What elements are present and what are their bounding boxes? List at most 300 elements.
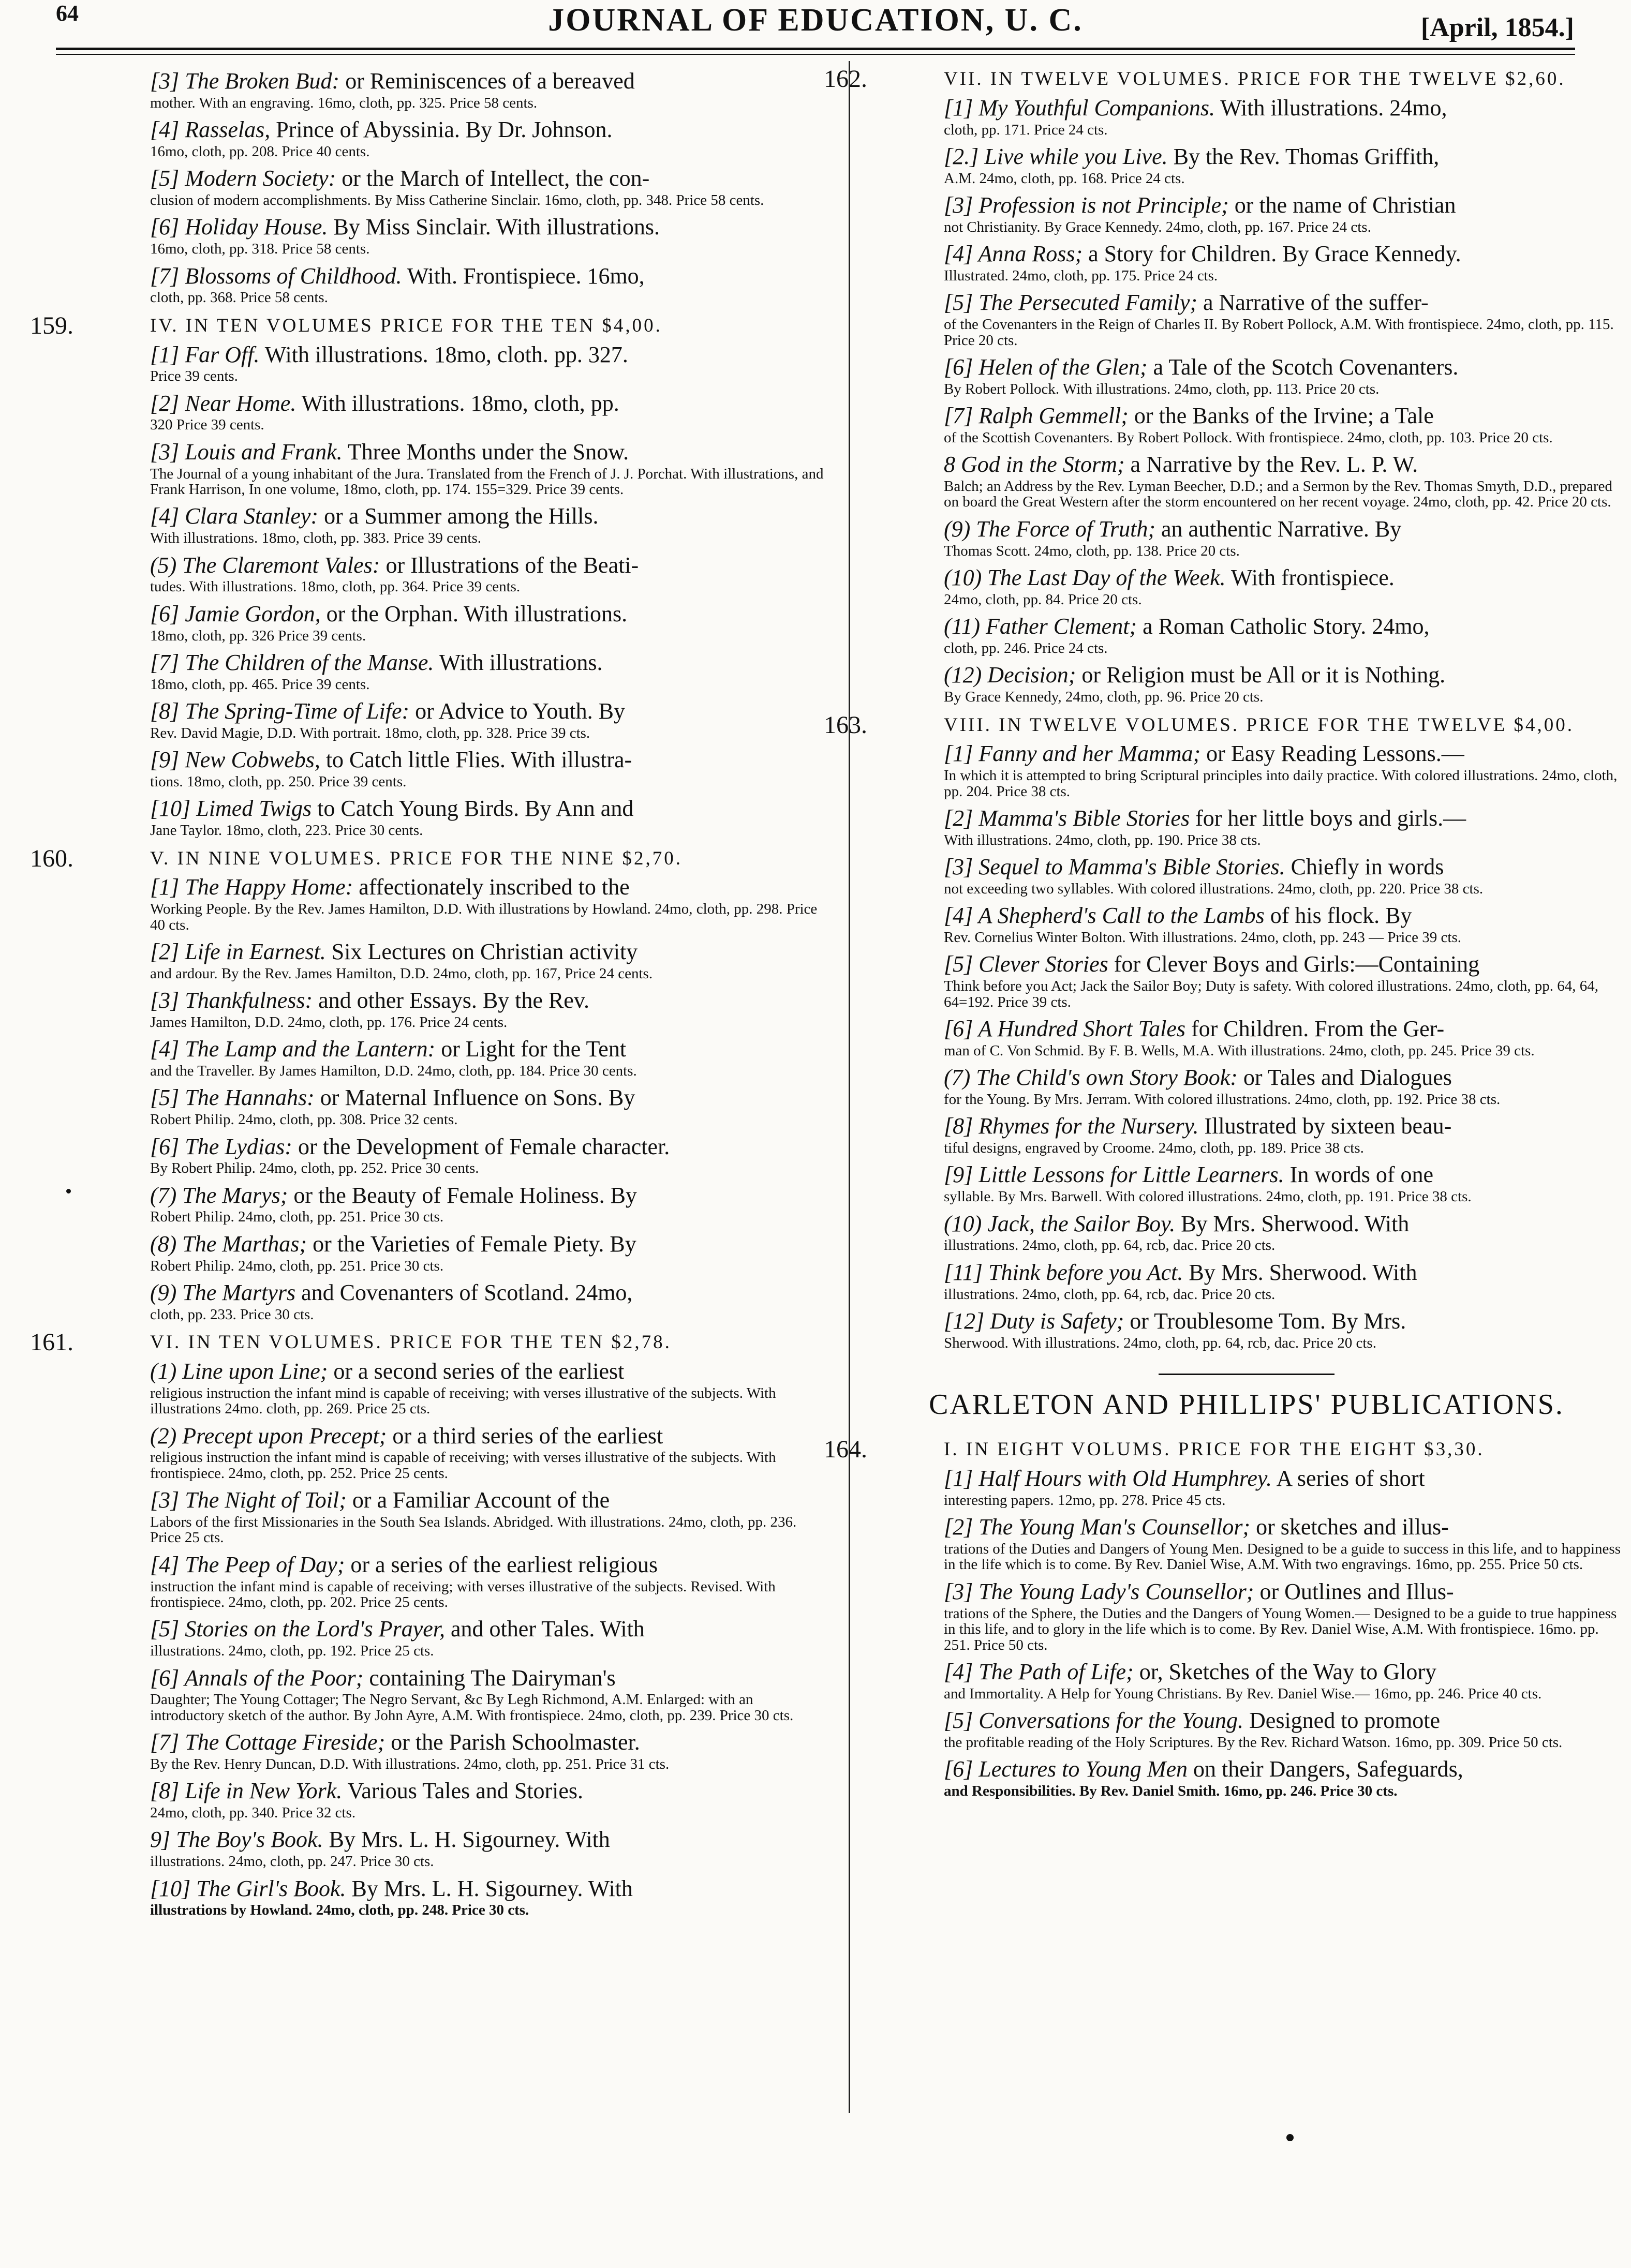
book-title: [3] The Broken Bud: xyxy=(150,68,340,94)
section-title: VIII. IN TWELVE VOLUMES. PRICE FOR THE TWELVE $4,00. xyxy=(944,714,1574,736)
book-title: [1] My Youthful Companions. xyxy=(944,95,1215,121)
book-title: [5] The Hannahs: xyxy=(150,1085,315,1111)
entry-title-line xyxy=(871,854,1622,880)
book-details: Daughter; The Young Cottager; The Negro Servant, &c By Legh Richmond, A.M. Enlarged: with an introductory sketch of the author. By John Ayre, A.M. With frontispiece. 24mo, cloth, pp. 239. Price 30 cts. xyxy=(150,1691,794,1724)
book-title: (9) The Force of Truth; xyxy=(944,516,1155,542)
book-title: [4] A Shepherd's Call to the Lambs xyxy=(944,903,1265,929)
book-title: [2.] Live while you Live. xyxy=(944,143,1168,169)
book-subtitle: to Catch Young Birds. By Ann and xyxy=(312,796,634,822)
section-heading-162 xyxy=(824,65,1622,93)
book-details: By Robert Pollock. With illustrations. 24mo, cloth, pp. 113. Price 20 cts. xyxy=(944,380,1380,397)
publisher-heading: CARLETON AND PHILLIPS' PUBLICATIONS. xyxy=(929,1389,1564,1421)
book-entry xyxy=(871,1016,1622,1058)
book-subtitle: or a series of the earliest religious xyxy=(345,1551,658,1577)
book-title: [2] Mamma's Bible Stories xyxy=(944,805,1190,831)
book-entry xyxy=(871,1659,1622,1702)
book-entry xyxy=(78,214,828,257)
book-subtitle: on their Dangers, Safeguards, xyxy=(1187,1756,1463,1782)
book-subtitle: By Mrs. Sherwood. With xyxy=(1175,1211,1410,1236)
entry-title-line xyxy=(871,1708,1622,1734)
book-subtitle: or Reminiscences of a bereaved xyxy=(339,68,635,94)
entry-title-line xyxy=(78,342,828,368)
entry-title-line xyxy=(78,391,828,416)
book-details: cloth, pp. 233. Price 30 cts. xyxy=(150,1306,314,1323)
book-subtitle: a Tale of the Scotch Covenanters. xyxy=(1147,354,1459,380)
entry-title-line xyxy=(871,741,1622,767)
book-details: 24mo, cloth, pp. 84. Price 20 cts. xyxy=(944,591,1142,608)
book-entry xyxy=(78,1134,828,1176)
book-entry xyxy=(78,1876,828,1918)
book-details: mother. With an engraving. 16mo, cloth, pp. 325. Price 58 cents. xyxy=(150,94,538,111)
book-subtitle: or the Beauty of Female Holiness. By xyxy=(288,1182,637,1208)
section-title: IV. IN TEN VOLUMES PRICE FOR THE TEN $4,00. xyxy=(150,315,662,336)
book-entry xyxy=(871,290,1622,348)
book-details: Rev. David Magie, D.D. With portrait. 18mo, cloth, pp. 328. Price 39 cts. xyxy=(150,724,590,741)
entry-title-line xyxy=(871,241,1622,267)
book-subtitle: Illustrated by sixteen beau- xyxy=(1198,1113,1452,1139)
entry-title-line xyxy=(78,988,828,1013)
header-rule-thin xyxy=(56,54,1575,55)
book-subtitle: or sketches and illus- xyxy=(1250,1514,1449,1540)
book-title: [4] The Peep of Day; xyxy=(150,1551,345,1577)
book-entry xyxy=(871,1162,1622,1204)
book-details: not Christianity. By Grace Kennedy. 24mo, cloth, pp. 167. Price 24 cts. xyxy=(944,218,1371,235)
book-subtitle: or a third series of the earliest xyxy=(387,1423,663,1449)
column-divider xyxy=(849,61,850,2113)
book-entry xyxy=(871,1065,1622,1107)
book-title: (7) The Child's own Story Book: xyxy=(944,1065,1238,1091)
book-entry xyxy=(871,1579,1622,1653)
book-title: [11] Think before you Act. xyxy=(944,1259,1183,1285)
book-title: (5) The Claremont Vales: xyxy=(150,552,380,578)
book-details: Robert Philip. 24mo, cloth, pp. 308. Price 32 cents. xyxy=(150,1111,458,1128)
entry-title-line xyxy=(871,1113,1622,1139)
entry-title-line xyxy=(871,1260,1622,1286)
book-details: tudes. With illustrations. 18mo, cloth, pp. 364. Price 39 cents. xyxy=(150,578,521,595)
entry-title-line xyxy=(78,747,828,773)
entry-title-line xyxy=(78,1827,828,1853)
book-subtitle: Three Months under the Snow. xyxy=(342,439,629,465)
book-details: In which it is attempted to bring Scriptural principles into daily practice. With colored illustrations. 24mo, cloth, pp. 204. Price 38 cts. xyxy=(944,767,1618,800)
entry-title-line xyxy=(871,662,1622,688)
book-title: [5] Modern Society: xyxy=(150,166,336,191)
book-entry xyxy=(78,988,828,1030)
entry-title-line xyxy=(78,1423,828,1449)
book-entry xyxy=(78,1665,828,1724)
book-entry xyxy=(78,117,828,159)
book-subtitle: or the Parish Schoolmaster. xyxy=(385,1729,640,1755)
issue-date: [April, 1854.] xyxy=(1420,13,1574,42)
book-entry xyxy=(871,354,1622,397)
book-details: interesting papers. 12mo, pp. 278. Price 45 cts. xyxy=(944,1491,1226,1509)
entry-title-line xyxy=(78,1359,828,1384)
book-details: 18mo, cloth, pp. 326 Price 39 cents. xyxy=(150,627,366,644)
book-details: and Responsibilities. By Rev. Daniel Smith. 16mo, pp. 246. Price 30 cts. xyxy=(944,1782,1398,1799)
entry-title-line xyxy=(78,117,828,143)
book-subtitle: to Catch little Flies. With illustra- xyxy=(320,747,632,773)
section-heading-164 xyxy=(824,1436,1622,1464)
book-details: illustrations. 24mo, cloth, pp. 64, rcb, dac. Price 20 cts. xyxy=(944,1286,1276,1303)
book-entry xyxy=(871,854,1622,897)
book-details: A.M. 24mo, cloth, pp. 168. Price 24 cts. xyxy=(944,170,1185,187)
book-details: of the Covenanters in the Reign of Charles II. By Robert Pollock, A.M. With frontispiece. 24mo, cloth, pp. 115. Price 20 cts. xyxy=(944,316,1614,349)
book-details: instruction the infant mind is capable of receiving; with verses illustrative of the subjects. Revised. With frontispiece. 24mo, cloth, pp. 202. Price 25 cents. xyxy=(150,1578,776,1610)
book-title: 9] The Boy's Book. xyxy=(150,1827,323,1853)
book-entry xyxy=(78,68,828,111)
entry-title-line xyxy=(78,1616,828,1642)
book-entry xyxy=(871,144,1622,186)
entry-title-line xyxy=(78,1280,828,1306)
book-subtitle: a Roman Catholic Story. 24mo, xyxy=(1137,614,1430,639)
book-title: (11) Father Clement; xyxy=(944,614,1137,639)
section-number: 164. xyxy=(824,1436,867,1464)
book-details: The Journal of a young inhabitant of the Jura. Translated from the French of J. J. Porchat. With illustrations, and Frank Harrison, In one volume, 18mo, cloth, pp. 174. 155=329. Price 39 cents. xyxy=(150,465,824,498)
entry-title-line xyxy=(871,1756,1622,1782)
book-details: Price 39 cents. xyxy=(150,368,238,385)
book-title: [7] The Cottage Fireside; xyxy=(150,1729,385,1755)
book-entry xyxy=(78,391,828,433)
book-subtitle: or the Development of Female character. xyxy=(292,1133,670,1159)
book-title: (12) Decision; xyxy=(944,662,1076,688)
entry-title-line xyxy=(871,1579,1622,1605)
book-subtitle: a Narrative by the Rev. L. P. W. xyxy=(1124,452,1418,478)
book-subtitle: With. Frontispiece. 16mo, xyxy=(402,263,645,289)
book-title: [10] Limed Twigs xyxy=(150,796,312,822)
entry-list xyxy=(78,874,828,1322)
entry-title-line xyxy=(78,214,828,240)
book-subtitle: or a second series of the earliest xyxy=(328,1359,625,1384)
book-subtitle: Prince of Abyssinia. By Dr. Johnson. xyxy=(270,117,613,143)
section-number: 162. xyxy=(824,65,867,93)
book-title: [6] Helen of the Glen; xyxy=(944,354,1148,380)
book-subtitle: or Maternal Influence on Sons. By xyxy=(314,1085,635,1111)
book-subtitle: Chiefly in words xyxy=(1285,854,1444,880)
book-title: (10) The Last Day of the Week. xyxy=(944,565,1226,591)
footer-mark xyxy=(1286,2134,1294,2141)
book-subtitle: or a Summer among the Hills. xyxy=(318,503,599,529)
book-entry xyxy=(871,805,1622,848)
margin-mark xyxy=(66,1189,71,1193)
book-subtitle: or Outlines and Illus- xyxy=(1254,1578,1454,1604)
book-details: Working People. By the Rev. James Hamilton, D.D. With illustrations by Howland. 24mo, cloth, pp. 298. Price 40 cts. xyxy=(150,901,818,933)
book-title: (9) The Martyrs xyxy=(150,1280,296,1306)
book-subtitle: an authentic Narrative. By xyxy=(1155,516,1402,542)
left-column xyxy=(30,68,828,1924)
book-subtitle: A series of short xyxy=(1271,1466,1425,1491)
book-entry xyxy=(78,1778,828,1821)
book-title: (10) Jack, the Sailor Boy. xyxy=(944,1211,1176,1236)
book-subtitle: or the March of Intellect, the con- xyxy=(336,166,650,191)
book-subtitle: With illustrations. 18mo, cloth, pp. xyxy=(296,390,619,416)
book-details: Sherwood. With illustrations. 24mo, cloth, pp. 64, rcb, dac. Price 20 cts. xyxy=(944,1334,1376,1351)
page-number: 64 xyxy=(56,1,79,26)
book-subtitle: or the Varieties of Female Piety. By xyxy=(307,1231,636,1257)
book-entry xyxy=(78,939,828,981)
book-title: [7] Ralph Gemmell; xyxy=(944,403,1129,429)
book-entry xyxy=(78,650,828,692)
book-details: illustrations. 24mo, cloth, pp. 64, rcb, dac. Price 20 cts. xyxy=(944,1237,1276,1254)
book-title: [5] Conversations for the Young. xyxy=(944,1708,1244,1734)
book-entry xyxy=(78,1183,828,1225)
entry-title-line xyxy=(871,144,1622,170)
book-details: religious instruction the infant mind is capable of receiving; with verses illustrative of the subjects. With frontispiece. 24mo, cloth, pp. 252. Price 25 cents. xyxy=(150,1449,776,1482)
book-title: [1] The Happy Home: xyxy=(150,874,353,900)
book-entry xyxy=(78,1729,828,1772)
book-entry xyxy=(78,1827,828,1869)
section-number: 163. xyxy=(824,711,867,739)
publisher-rule xyxy=(1159,1374,1335,1375)
book-subtitle: By the Rev. Thomas Griffith, xyxy=(1167,143,1440,169)
book-title: [3] The Night of Toil; xyxy=(150,1487,347,1513)
book-entry xyxy=(871,662,1622,705)
section-heading-159 xyxy=(30,311,828,339)
section-title: VII. IN TWELVE VOLUMES. PRICE FOR THE TWELVE $2,60. xyxy=(944,68,1566,89)
book-subtitle: or Tales and Dialogues xyxy=(1237,1065,1452,1091)
entry-title-line xyxy=(871,951,1622,977)
running-title: JOURNAL OF EDUCATION, U. C. xyxy=(548,3,1083,38)
book-details: Thomas Scott. 24mo, cloth, pp. 138. Price 20 cts. xyxy=(944,542,1240,559)
book-title: [6] A Hundred Short Tales xyxy=(944,1016,1185,1041)
book-details: illustrations. 24mo, cloth, pp. 192. Price 25 cts. xyxy=(150,1643,434,1660)
book-title: [1] Fanny and her Mamma; xyxy=(944,741,1201,767)
entry-title-line xyxy=(78,1487,828,1513)
book-title: [6] Holiday House. xyxy=(150,214,328,240)
entry-title-line xyxy=(871,805,1622,831)
book-title: [7] Blossoms of Childhood. xyxy=(150,263,402,289)
book-entry xyxy=(78,166,828,208)
book-title: [4] Clara Stanley: xyxy=(150,503,319,529)
book-entry xyxy=(871,1466,1622,1508)
book-details: James Hamilton, D.D. 24mo, cloth, pp. 176. Price 24 cents. xyxy=(150,1013,508,1031)
book-entry xyxy=(78,1616,828,1659)
book-details: the profitable reading of the Holy Scriptures. By the Rev. Richard Watson. 16mo, pp. 309. Price 50 cts. xyxy=(944,1734,1563,1751)
book-title: [4] Anna Ross; xyxy=(944,241,1083,267)
entry-title-line xyxy=(871,1514,1622,1540)
book-title: [3] Profession is not Principle; xyxy=(944,192,1229,218)
book-details: trations of the Duties and Dangers of Young Men. Designed to be a guide to success in this life, and to happiness in the life which is to come. By Rev. Daniel Wise, A.M. With two engravings. 16mo, pp. 255. Price 50 cts. xyxy=(944,1541,1621,1573)
entry-list xyxy=(871,95,1622,705)
book-title: [8] The Spring-Time of Life: xyxy=(150,698,410,724)
entry-title-line xyxy=(78,503,828,529)
section-heading-161 xyxy=(30,1329,828,1356)
entry-title-line xyxy=(871,1016,1622,1042)
book-subtitle: With illustrations. 24mo, xyxy=(1215,95,1447,121)
book-subtitle: or Troublesome Tom. By Mrs. xyxy=(1124,1308,1406,1334)
book-entry xyxy=(871,741,1622,799)
entry-list xyxy=(78,342,828,839)
book-title: [3] Sequel to Mamma's Bible Stories. xyxy=(944,854,1285,880)
section-title: I. IN EIGHT VOLUMS. PRICE FOR THE EIGHT $3,30. xyxy=(944,1439,1485,1460)
book-subtitle: By Mrs. Sherwood. With xyxy=(1183,1259,1417,1285)
entry-title-line xyxy=(78,601,828,627)
book-entry xyxy=(78,747,828,789)
book-entry xyxy=(78,1036,828,1079)
book-title: [8] Rhymes for the Nursery. xyxy=(944,1113,1199,1139)
book-title: [3] The Young Lady's Counsellor; xyxy=(944,1578,1254,1604)
book-details: Think before you Act; Jack the Sailor Boy; Duty is safety. With colored illustrations. 24mo, cloth, pp. 64, 64, 64=192. Price 39 cts. xyxy=(944,978,1598,1010)
entry-title-line xyxy=(871,903,1622,929)
book-entry xyxy=(871,1308,1622,1351)
book-title: (1) Line upon Line; xyxy=(150,1359,328,1384)
book-subtitle: With illustrations. xyxy=(434,649,603,675)
book-subtitle: or the Orphan. With illustrations. xyxy=(320,601,628,626)
book-subtitle: for Clever Boys and Girls:—Containing xyxy=(1108,951,1480,977)
book-subtitle: and other Essays. By the Rev. xyxy=(313,988,589,1013)
book-details: 16mo, cloth, pp. 208. Price 40 cents. xyxy=(150,143,370,160)
book-title: [9] Little Lessons for Little Learners. xyxy=(944,1162,1284,1188)
book-title: [8] Life in New York. xyxy=(150,1778,343,1804)
book-details: Labors of the first Missionaries in the South Sea Islands. Abridged. With illustrations. 24mo, cloth, pp. 236. Price 25 cts. xyxy=(150,1513,797,1546)
book-subtitle: or the Banks of the Irvine; a Tale xyxy=(1128,403,1434,429)
entry-title-line xyxy=(871,290,1622,316)
book-subtitle: Various Tales and Stories. xyxy=(342,1778,584,1804)
book-details: By Robert Philip. 24mo, cloth, pp. 252. Price 30 cents. xyxy=(150,1160,479,1177)
book-title: [2] Life in Earnest. xyxy=(150,938,326,964)
book-entry xyxy=(78,796,828,838)
book-title: [7] The Children of the Manse. xyxy=(150,649,434,675)
entry-title-line xyxy=(871,452,1622,478)
book-subtitle: By Mrs. L. H. Sigourney. With xyxy=(346,1875,633,1901)
entry-title-line xyxy=(871,354,1622,380)
book-entry xyxy=(871,241,1622,284)
book-subtitle: or, Sketches of the Way to Glory xyxy=(1133,1659,1437,1684)
book-entry xyxy=(871,951,1622,1010)
book-entry xyxy=(871,1260,1622,1302)
book-entry xyxy=(871,95,1622,138)
book-entry xyxy=(871,403,1622,445)
book-title: [4] The Lamp and the Lantern: xyxy=(150,1036,436,1062)
section-heading-163 xyxy=(824,711,1622,739)
book-subtitle: or the name of Christian xyxy=(1228,192,1456,218)
book-entry xyxy=(78,1487,828,1546)
book-details: syllable. By Mrs. Barwell. With colored illustrations. 24mo, cloth, pp. 191. Price 38 cts. xyxy=(944,1188,1472,1205)
entry-title-line xyxy=(871,1466,1622,1491)
book-title: [4] Rasselas, xyxy=(150,117,271,143)
book-details: tiful designs, engraved by Croome. 24mo, cloth, pp. 189. Price 38 cts. xyxy=(944,1140,1364,1157)
right-column xyxy=(824,65,1622,1805)
book-subtitle: or Light for the Tent xyxy=(435,1036,627,1062)
entry-title-line xyxy=(78,1876,828,1902)
book-entry xyxy=(871,903,1622,945)
book-entry xyxy=(78,1359,828,1417)
book-entry xyxy=(871,1756,1622,1799)
book-title: [1] Far Off. xyxy=(150,341,260,367)
entry-title-line xyxy=(78,796,828,822)
section-heading-160 xyxy=(30,844,828,872)
book-details: With illustrations. 24mo, cloth, pp. 190. Price 38 cts. xyxy=(944,831,1261,848)
book-entry xyxy=(871,452,1622,510)
book-subtitle: By Mrs. L. H. Sigourney. With xyxy=(323,1827,610,1853)
book-title: [12] Duty is Safety; xyxy=(944,1308,1124,1334)
book-entry xyxy=(78,1552,828,1610)
entry-title-line xyxy=(871,1162,1622,1188)
book-subtitle: or Illustrations of the Beati- xyxy=(380,552,639,578)
book-entry xyxy=(871,565,1622,607)
entry-title-line xyxy=(78,1729,828,1755)
entry-title-line xyxy=(78,1778,828,1804)
section-number: 161. xyxy=(30,1329,73,1356)
section-title: V. IN NINE VOLUMES. PRICE FOR THE NINE $2,70. xyxy=(150,847,683,869)
book-details: and Immortality. A Help for Young Christians. By Rev. Daniel Wise.— 16mo, pp. 246. Price 40 cts. xyxy=(944,1685,1542,1702)
book-subtitle: or Advice to Youth. By xyxy=(409,698,625,724)
book-title: 8 God in the Storm; xyxy=(944,452,1125,478)
book-details: cloth, pp. 171. Price 24 cts. xyxy=(944,121,1108,138)
entry-title-line xyxy=(871,95,1622,121)
book-entry xyxy=(78,263,828,306)
entry-list xyxy=(78,1359,828,1918)
entry-title-line xyxy=(78,439,828,465)
book-details: for the Young. By Mrs. Jerram. With colored illustrations. 24mo, cloth, pp. 192. Price 38 cts. xyxy=(944,1091,1501,1108)
book-subtitle: and other Tales. With xyxy=(445,1616,645,1642)
entry-title-line xyxy=(78,166,828,191)
book-title: [6] Jamie Gordon, xyxy=(150,601,321,626)
book-entry xyxy=(871,516,1622,559)
book-title: [6] Lectures to Young Men xyxy=(944,1756,1188,1782)
entry-title-line xyxy=(78,939,828,965)
entry-title-line xyxy=(871,1211,1622,1237)
book-entry xyxy=(871,192,1622,235)
book-details: By Grace Kennedy, 24mo, cloth, pp. 96. Price 20 cts. xyxy=(944,689,1264,706)
book-entry xyxy=(78,342,828,384)
book-details: religious instruction the infant mind is capable of receiving; with verses illustrative of the subjects. With illustrations 24mo. cloth, pp. 269. Price 25 cts. xyxy=(150,1384,776,1418)
entry-title-line xyxy=(78,1231,828,1257)
book-details: Robert Philip. 24mo, cloth, pp. 251. Price 30 cts. xyxy=(150,1257,444,1274)
entry-title-line xyxy=(78,874,828,900)
entry-list xyxy=(871,741,1622,1351)
book-details: man of C. Von Schmid. By F. B. Wells, M.A. With illustrations. 24mo, cloth, pp. 245. Price 39 cts. xyxy=(944,1042,1535,1059)
book-entry xyxy=(871,1113,1622,1156)
book-subtitle: for Children. From the Ger- xyxy=(1185,1016,1445,1041)
book-entry xyxy=(871,614,1622,656)
section-number: 160. xyxy=(30,844,73,872)
book-title: [6] Annals of the Poor; xyxy=(150,1665,364,1691)
book-details: and ardour. By the Rev. James Hamilton, D.D. 24mo, cloth, pp. 167, Price 24 cents. xyxy=(150,965,653,982)
entry-title-line xyxy=(871,1308,1622,1334)
book-title: [5] The Persecuted Family; xyxy=(944,290,1197,316)
book-subtitle: With frontispiece. xyxy=(1225,565,1395,591)
book-title: [9] New Cobwebs, xyxy=(150,747,320,773)
book-title: [3] Louis and Frank. xyxy=(150,439,343,465)
book-details: trations of the Sphere, the Duties and the Dangers of Young Women.— Designed to be a guide to true happiness in this life, and to glory in the life which is to come. By Rev. Daniel Wise, A.M. With frontispiece. 16mo. pp. 251. Price 50 cts. xyxy=(944,1605,1617,1653)
book-details: 24mo, cloth, pp. 340. Price 32 cts. xyxy=(150,1804,356,1822)
book-title: [6] The Lydias: xyxy=(150,1133,292,1159)
book-title: [1] Half Hours with Old Humphrey. xyxy=(944,1466,1272,1491)
entry-title-line xyxy=(78,263,828,289)
book-subtitle: containing The Dairyman's xyxy=(363,1665,616,1691)
book-subtitle: a Story for Children. By Grace Kennedy. xyxy=(1083,241,1461,267)
book-details: 16mo, cloth, pp. 318. Price 58 cents. xyxy=(150,241,370,258)
book-subtitle: or a Familiar Account of the xyxy=(346,1487,610,1513)
book-subtitle: By Miss Sinclair. With illustrations. xyxy=(328,214,660,240)
entry-title-line xyxy=(78,68,828,94)
entry-title-line xyxy=(78,698,828,724)
book-details: 18mo, cloth, pp. 465. Price 39 cents. xyxy=(150,676,370,693)
book-subtitle: and Covenanters of Scotland. 24mo, xyxy=(295,1280,633,1306)
book-details: 320 Price 39 cents. xyxy=(150,416,264,434)
book-subtitle: Designed to promote xyxy=(1243,1708,1441,1734)
entry-title-line xyxy=(871,516,1622,542)
section-number: 159. xyxy=(30,311,73,339)
book-details: With illustrations. 18mo, cloth, pp. 383. Price 39 cents. xyxy=(150,530,481,547)
book-entry xyxy=(78,601,828,644)
book-subtitle: of his flock. By xyxy=(1264,903,1412,929)
book-details: of the Scottish Covenanters. By Robert Pollock. With frontispiece. 24mo, cloth, pp. 103. Price 20 cts. xyxy=(944,429,1553,446)
entry-title-line xyxy=(78,1552,828,1578)
entry-title-line xyxy=(871,403,1622,429)
book-subtitle: or Religion must be All or it is Nothing. xyxy=(1076,662,1446,688)
entry-title-line xyxy=(78,1183,828,1208)
book-title: (7) The Marys; xyxy=(150,1182,288,1208)
